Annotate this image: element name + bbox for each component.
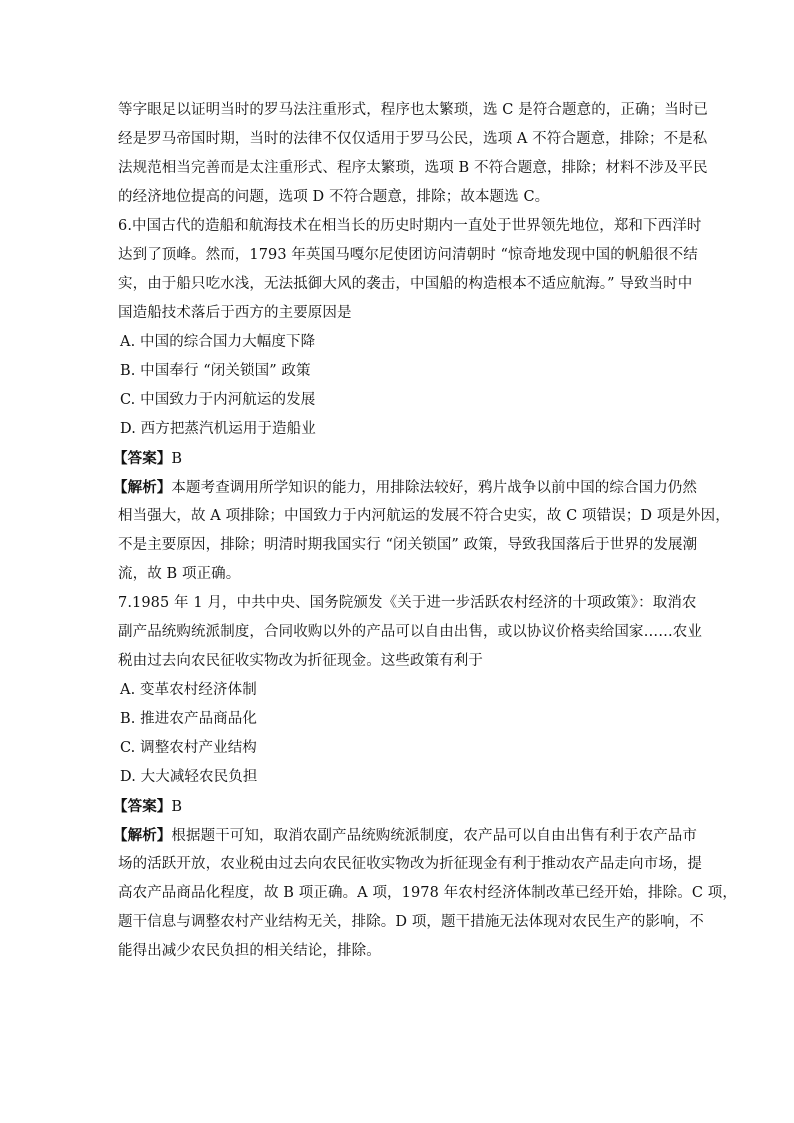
analysis-tag: 【解析】 [113,479,172,496]
analysis-text-line: 不是主要原因，排除；明清时期我国实行 “闭关锁国” 政策，导致我国落后于世界的发展潮 [118,537,698,553]
option-a: A. 变革农村经济体制 [120,682,257,698]
analysis-text-line: 场的活跃开放，农业税由过去向农民征收实物改为折征现金有利于推动农产品走向市场，提 [118,856,702,872]
document-page [113,96,737,966]
answer-tag: 【答案】 [113,450,172,467]
answer-value: B [171,799,183,815]
option-c: C. 中国致力于内河航运的发展 [120,392,316,408]
analysis-text: 本题考查调用所学知识的能力，用排除法较好，鸦片战争以前中国的综合国力仍然 [171,480,698,496]
option-a: A. 中国的综合国力大幅度下降 [120,334,316,350]
question-6 [113,212,730,589]
analysis-text-line: 高农产品商品化程度，故 B 项正确。A 项，1978 年农村经济体制改革已经开始，排除。C 项， [118,885,737,901]
answer-line [113,792,678,821]
option-b: B. 中国奉行 “闭关锁国” 政策 [120,363,311,379]
analysis-line [113,473,698,502]
question-stem-line: 实，由于船只吃水浅，无法抵御大风的袭击，中国船的构造根本不适应航海。” 导致当时中 [118,276,693,292]
text-line: 等字眼足以证明当时的罗马法注重形式，程序也太繁琐，选 C 是符合题意的，正确；当时已 [118,102,709,118]
analysis-text: 根据题干可知，取消农副产品统购统派制度，农产品可以自由出售有利于农产品市 [171,828,698,844]
question-stem-line: 7.1985 年 1 月，中共中央、国务院颁发《关于进一步活跃农村经济的十项政策》：取消农 [118,595,697,611]
option-c: C. 调整农村产业结构 [120,740,257,756]
question-stem-line: 国造船技术落后于西方的主要原因是 [118,305,352,321]
question-stem-line: 达到了顶峰。然而，1793 年英国马嘎尔尼使团访问清朝时 “惊奇地发现中国的帆船很不结 [118,247,698,263]
question-stem-line: 税由过去向农民征收实物改为折征现金。这些政策有利于 [118,653,483,669]
text-line: 的经济地位提高的问题，选项 D 不符合题意，排除；故本题选 C。 [118,189,550,205]
analysis-text-line: 流，故 B 项正确。 [118,566,241,582]
text-line: 经是罗马帝国时期，当时的法律不仅仅适用于罗马公民，选项 A 不符合题意，排除；不是私 [118,131,708,147]
option-b: B. 推进农产品商品化 [120,711,257,727]
analysis-line [113,821,698,850]
question-stem-line: 副产品统购统派制度，合同收购以外的产品可以自由出售，或以协议价格卖给国家……农业 [118,624,702,640]
question-7 [113,589,737,966]
text-line: 法规范相当完善而是太注重形式、程序太繁琐，选项 B 不符合题意，排除；材料不涉及平民 [118,160,708,176]
option-d: D. 西方把蒸汽机运用于造船业 [120,421,316,437]
analysis-text-line: 能得出减少农民负担的相关结论，排除。 [118,943,381,959]
answer-line [113,444,678,473]
answer-tag: 【答案】 [113,798,172,815]
previous-question-explanation [118,96,709,212]
question-stem-line: 6.中国古代的造船和航海技术在相当长的历史时期内一直处于世界领先地位，郑和下西洋时 [118,218,702,234]
analysis-tag: 【解析】 [113,827,172,844]
analysis-text-line: 题干信息与调整农村产业结构无关，排除。D 项，题干措施无法体现对农民生产的影响，不 [118,914,704,930]
answer-value: B [171,451,183,467]
analysis-text-line: 相当强大，故 A 项排除；中国致力于内河航运的发展不符合史实，故 C 项错误；D 项是外因， [118,508,730,524]
option-d: D. 大大减轻农民负担 [120,769,258,785]
